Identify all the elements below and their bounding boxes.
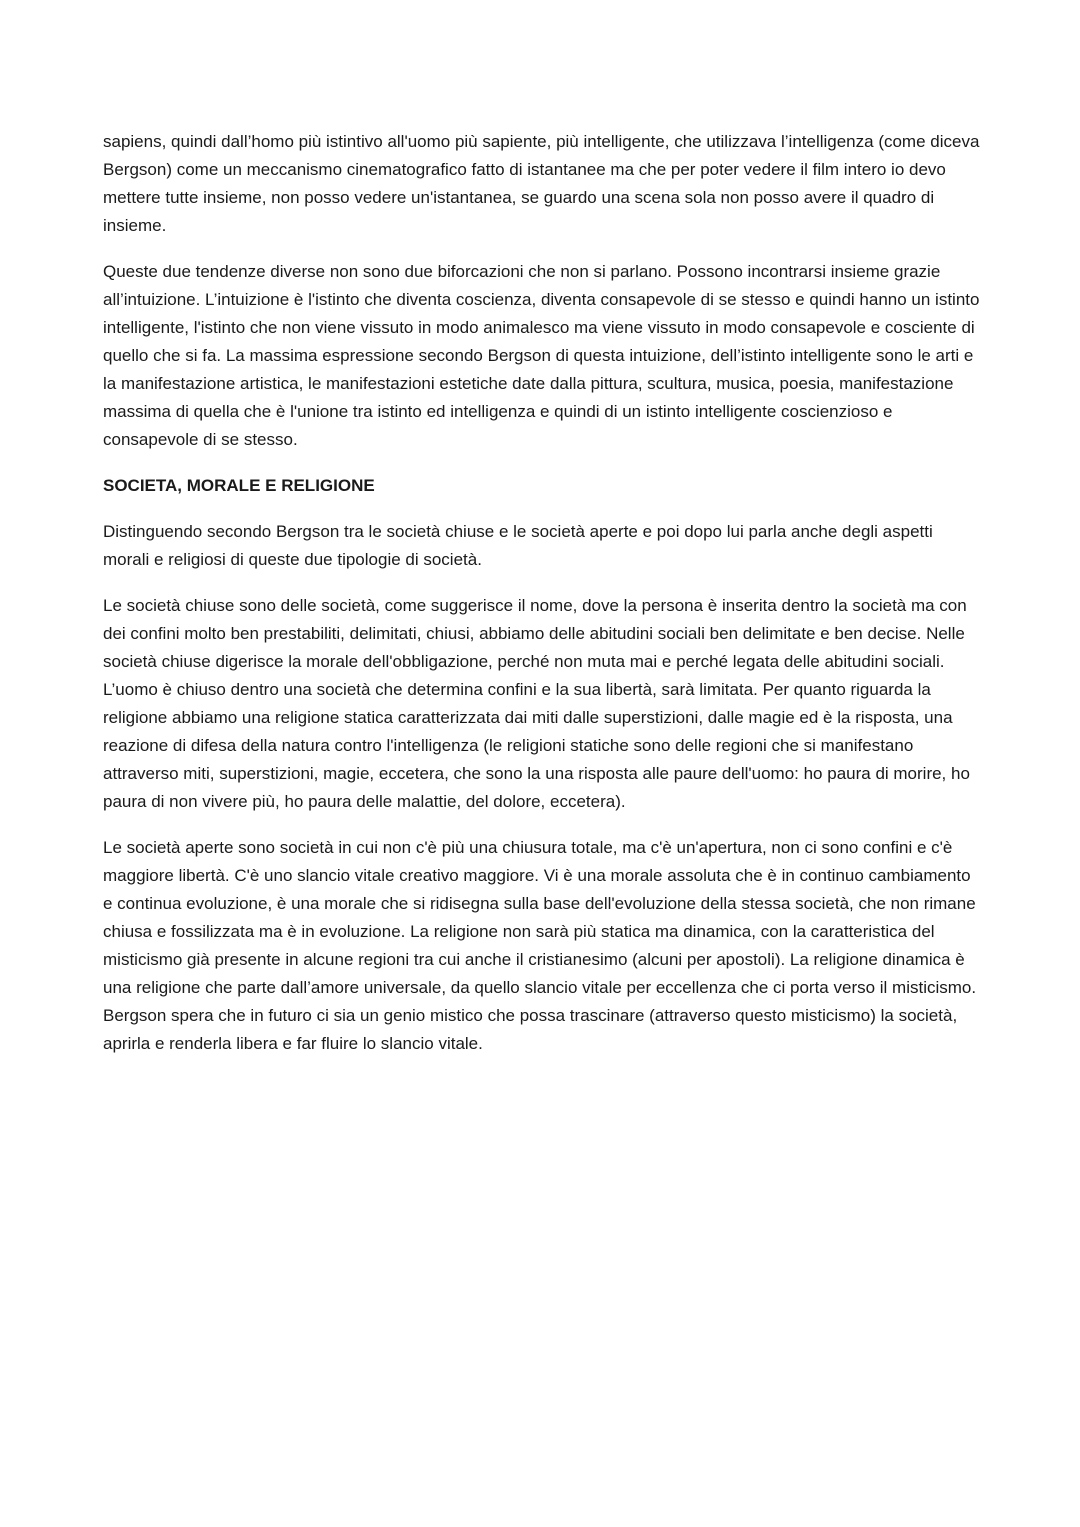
paragraph-societa-aperte: Le società aperte sono società in cui non c'è più una chiusura totale, ma c'è un'apertura, non ci sono confini e c'è maggiore libertà. C'è uno slancio vitale creativo maggiore. Vi è una morale assoluta che è in continuo cambiamento e continua evoluzione, è una morale che si ridisegna sulla base dell'evoluzione della stessa società, che non rimane chiusa e fossilizzata ma è in evoluzione. La religione non sarà più statica ma dinamica, con la caratteristica del misticismo già presente in alcune regioni tra cui anche il cristianesimo (alcuni per apostoli). La religione dinamica è una religione che parte dall’amore universale, da quello slancio vitale per eccellenza che ci porta verso il misticismo. Bergson spera che in futuro ci sia un genio mistico che possa trascinare (attraverso questo misticismo) la società, aprirla e renderla libera e far fluire lo slancio vitale. (103, 838, 977, 1053)
paragraph-societa-chiuse: Le società chiuse sono delle società, come suggerisce il nome, dove la persona è inserita dentro la società ma con dei confini molto ben prestabiliti, delimitati, chiusi, abbiamo delle abitudini sociali ben delimitate e ben decise. Nelle società chiuse digerisce la morale dell'obbligazione, perché non muta mai e perché legata delle abitudini sociali. L’uomo è chiuso dentro una società che determina confini e la sua libertà, sarà limitata. Per quanto riguarda la religione abbiamo una religione statica caratterizzata dai miti dalle superstizioni, dalle magie ed è la risposta, una reazione di difesa della natura contro l'intelligenza (le religioni statiche sono delle regioni che si manifestano attraverso miti, superstizioni, magie, eccetera, che sono la una risposta alle paure dell'uomo: ho paura di morire, ho paura di non vivere più, ho paura delle malattie, del dolore, eccetera). (103, 596, 970, 811)
section-heading: SOCIETA, MORALE E RELIGIONE (103, 476, 375, 495)
document-body (103, 128, 983, 1076)
paragraph-tendenze: Queste due tendenze diverse non sono due biforcazioni che non si parlano. Possono incontrarsi insieme grazie all’intuizione. L’intuizione è l'istinto che diventa coscienza, diventa consapevole di se stesso e quindi hanno un istinto intelligente, l'istinto che non viene vissuto in modo animalesco ma viene vissuto in modo consapevole e cosciente di quello che si fa. La massima espressione secondo Bergson di questa intuizione, dell’istinto intelligente sono le arti e la manifestazione artistica, le manifestazioni estetiche date dalla pittura, scultura, musica, poesia, manifestazione massima di quella che è l'unione tra istinto ed intelligenza e quindi di un istinto intelligente coscienzioso e consapevole di se stesso. (103, 262, 980, 449)
paragraph-distinguendo: Distinguendo secondo Bergson tra le società chiuse e le società aperte e poi dopo lui parla anche degli aspetti morali e religiosi di queste due tipologie di società. (103, 522, 933, 569)
paragraph-sapiens: sapiens, quindi dall’homo più istintivo all'uomo più sapiente, più intelligente, che utilizzava l’intelligenza (come diceva Bergson) come un meccanismo cinematografico fatto di istantanee ma che per poter vedere il film intero io devo mettere tutte insieme, non posso vedere un'istantanea, se guardo una scena sola non posso avere il quadro di insieme. (103, 132, 980, 235)
